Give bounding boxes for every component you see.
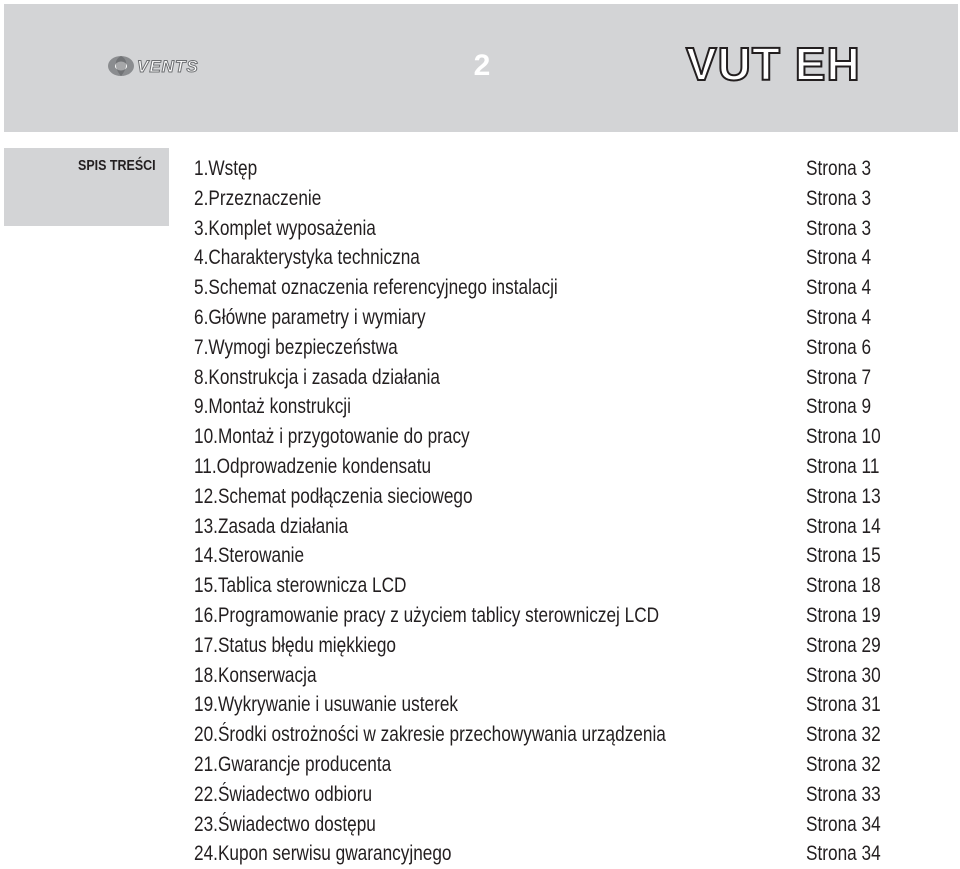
toc-entry	[194, 363, 914, 393]
toc-entry-title: 16.Programowanie pracy z użyciem tablicy sterowniczej LCD	[194, 603, 660, 627]
toc-entry	[194, 273, 914, 303]
toc-entry-page: Strona 18	[806, 574, 881, 598]
toc-entry	[194, 601, 914, 631]
toc-entry-page: Strona 11	[806, 454, 880, 478]
toc-entry	[194, 571, 914, 601]
toc-entry-page: Strona 32	[806, 723, 881, 747]
section-heading: SPIS TREŚCI	[78, 158, 156, 174]
toc-entry-title: 24.Kupon serwisu gwarancyjnego	[194, 842, 452, 866]
toc-entry-title: 10.Montaż i przygotowanie do pracy	[194, 425, 470, 449]
toc-entry-title: 7.Wymogi bezpieczeństwa	[194, 335, 398, 359]
toc-entry-page: Strona 3	[806, 216, 872, 240]
toc-entry-title: 1.Wstęp	[194, 157, 258, 180]
page-number: 2	[473, 49, 491, 82]
toc-entry-title: 6.Główne parametry i wymiary	[194, 305, 426, 329]
toc-entry-page: Strona 4	[806, 276, 872, 300]
toc-entry-page: Strona 3	[806, 186, 872, 210]
toc-entry-page: Strona 3	[806, 157, 872, 180]
toc-entry-title: 13.Zasada działania	[194, 514, 349, 538]
toc-entry-page: Strona 29	[806, 633, 881, 657]
toc-entry	[194, 839, 914, 869]
toc-entry-title: 8.Konstrukcja i zasada działania	[194, 365, 441, 389]
toc-entry-page: Strona 30	[806, 663, 881, 687]
toc-entry	[194, 631, 914, 661]
toc-entry-page: Strona 4	[806, 305, 872, 329]
toc-entry-title: 22.Świadectwo odbioru	[194, 782, 373, 806]
toc-entry	[194, 661, 914, 691]
toc-entry-title: 12.Schemat podłączenia sieciowego	[194, 484, 473, 508]
toc-entry-title: 5.Schemat oznaczenia referencyjnego instalacji	[194, 276, 558, 300]
toc-entry	[194, 750, 914, 780]
toc-entry-page: Strona 6	[806, 335, 872, 359]
toc-entry-title: 23.Świadectwo dostępu	[194, 812, 376, 836]
toc-entry	[194, 392, 914, 422]
toc-entry	[194, 333, 914, 363]
toc-entry	[194, 482, 914, 512]
toc-entry-title: 9.Montaż konstrukcji	[194, 395, 351, 419]
toc-entry	[194, 541, 914, 571]
toc-entry-title: 18.Konserwacja	[194, 663, 317, 687]
toc-entry	[194, 452, 914, 482]
toc-entry-page: Strona 32	[806, 752, 881, 776]
toc-entry-title: 4.Charakterystyka techniczna	[194, 246, 420, 270]
toc-entry	[194, 184, 914, 214]
toc-entry-page: Strona 34	[806, 842, 881, 866]
toc-entry-page: Strona 10	[806, 425, 881, 449]
toc-entry-title: 15.Tablica sterownicza LCD	[194, 574, 407, 598]
toc-entry	[194, 154, 914, 184]
toc-entry	[194, 303, 914, 333]
toc-entry-page: Strona 13	[806, 484, 881, 508]
toc-entry-page: Strona 14	[806, 514, 881, 538]
toc-entry-page: Strona 19	[806, 603, 881, 627]
toc-entry	[194, 720, 914, 750]
toc-entry	[194, 810, 914, 840]
toc-entry	[194, 214, 914, 244]
table-of-contents	[194, 154, 914, 869]
toc-entry-page: Strona 31	[806, 693, 881, 717]
toc-entry-page: Strona 4	[806, 246, 872, 270]
toc-entry-title: 20.Środki ostrożności w zakresie przechowywania urządzenia	[194, 723, 666, 747]
toc-entry	[194, 512, 914, 542]
toc-entry-title: 17.Status błędu miękkiego	[194, 633, 396, 657]
toc-entry-page: Strona 15	[806, 544, 881, 568]
toc-entry	[194, 780, 914, 810]
toc-entry-page: Strona 33	[806, 782, 881, 806]
toc-entry-title: 2.Przeznaczenie	[194, 186, 322, 210]
toc-entry	[194, 422, 914, 452]
toc-entry-page: Strona 34	[806, 812, 881, 836]
toc-entry-title: 3.Komplet wyposażenia	[194, 216, 376, 240]
vents-logo	[103, 49, 227, 83]
toc-entry-title: 21.Gwarancje producenta	[194, 752, 392, 776]
toc-entry-title: 19.Wykrywanie i usuwanie usterek	[194, 693, 459, 717]
model-title: VUT EH	[686, 38, 861, 90]
brand-wordmark: VENTS	[137, 57, 199, 76]
toc-entry	[194, 243, 914, 273]
toc-entry-page: Strona 7	[806, 365, 872, 389]
toc-entry-title: 14.Sterowanie	[194, 544, 305, 568]
toc-entry	[194, 690, 914, 720]
toc-entry-page: Strona 9	[806, 395, 872, 419]
toc-entry-title: 11.Odprowadzenie kondensatu	[194, 454, 432, 478]
